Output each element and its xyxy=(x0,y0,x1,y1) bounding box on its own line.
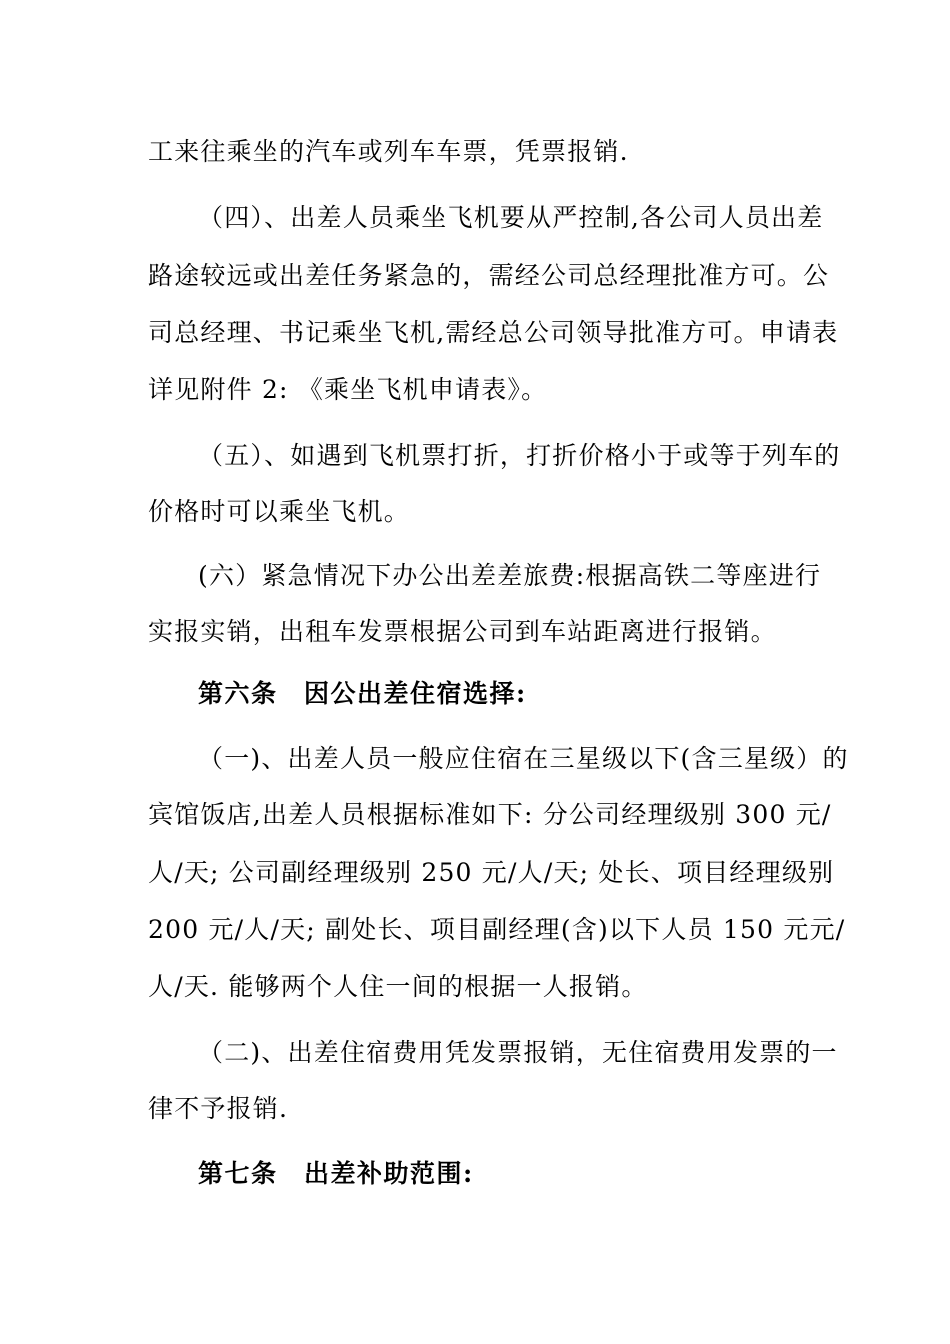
paragraph-line: 详见附件 2: 《乘坐飞机申请表》。 xyxy=(148,375,548,404)
paragraph-line: 宾馆饭店,出差人员根据标准如下: 分公司经理级别 300 元/ xyxy=(148,800,832,829)
paragraph-line: （四）、出差人员乘坐飞机要从严控制,各公司人员出差 xyxy=(198,203,824,232)
paragraph-line: 人/天; 公司副经理级别 250 元/人/天; 处长、项目经理级别 xyxy=(148,858,835,887)
paragraph-line: （二)、出差住宿费用凭发票报销，无住宿费用发票的一 xyxy=(198,1038,838,1067)
paragraph-line: 200 元/人/天; 副处长、项目副经理(含)以下人员 150 元元/ xyxy=(148,915,846,944)
paragraph-line: 司总经理、书记乘坐飞机,需经总公司领导批准方可。申请表 xyxy=(148,318,839,347)
paragraph-line: 实报实销，出租车发票根据公司到车站距离进行报销。 xyxy=(148,617,777,646)
paragraph-line: (六）紧急情况下办公出差差旅费:根据高铁二等座进行 xyxy=(198,561,822,590)
paragraph-line: 价格时可以乘坐飞机。 xyxy=(148,497,411,526)
paragraph-line: 工来往乘坐的汽车或列车车票，凭票报销. xyxy=(148,137,629,166)
paragraph-line: （五）、如遇到飞机票打折，打折价格小于或等于列车的 xyxy=(198,441,841,470)
section-heading: 第六条 因公出差住宿选择: xyxy=(198,679,527,708)
paragraph-line: （一)、出差人员一般应住宿在三星级以下(含三星级）的 xyxy=(198,744,849,773)
paragraph-line: 路途较远或出差任务紧急的，需经公司总经理批准方可。公 xyxy=(148,261,830,290)
section-heading: 第七条 出差补助范围: xyxy=(198,1159,474,1188)
paragraph-line: 人/天. 能够两个人住一间的根据一人报销。 xyxy=(148,972,648,1001)
paragraph-line: 律不予报销. xyxy=(148,1094,289,1123)
